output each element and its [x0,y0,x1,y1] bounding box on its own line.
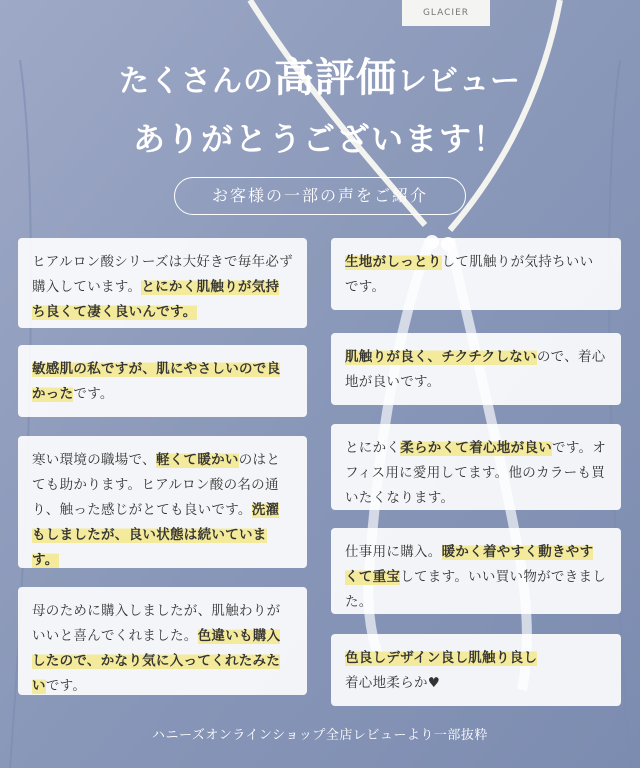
review-card-2 [331,238,621,310]
review-card-4 [331,333,621,405]
review-card-7 [331,528,621,614]
review-text: 仕事用に購入。 [345,544,442,560]
brand-tag: GLACIER [402,0,490,26]
review-card-1 [18,238,307,328]
review-highlight: 生地がしっとり [345,254,442,270]
review-highlight: 色違いも購入したので、かなり気に入ってくれたみたい [32,628,281,694]
review-highlight: 洗濯もしましたが、良い状態は続いています。 [32,502,280,568]
review-text: とにかく [345,440,401,456]
headline-line2: ありがとうございます！ [132,120,507,158]
source-note: ハニーズオンラインショップ全店レビューより一部抜粋 [152,728,488,743]
headline-part-a: たくさんの [119,64,274,99]
review-text: 着心地柔らか♥ [345,675,441,691]
review-card-6 [331,424,621,510]
review-text: してます。いい買い物ができました。 [345,569,607,610]
review-text: です。 [73,386,114,402]
review-text: して肌触りが気持ちいいです。 [345,254,594,295]
review-text: です。オフィス用に愛用してます。他のカラーも買いたくなります。 [345,440,607,506]
review-text: です。 [45,678,87,694]
review-text: ので、着心地が良いです。 [345,349,606,390]
headline-part-c: レビュー [397,64,521,99]
review-card-3 [18,345,307,417]
review-highlight: 肌触りが良く、チクチクしない [345,349,537,365]
review-text: ヒアルロン酸シリーズは大好きで毎年必ず購入しています。 [32,254,293,295]
headline-line1 [0,46,640,103]
review-card-9 [331,634,621,706]
review-text: のはとても助かります。ヒアルロン酸の名の通り、触った感じがとても良いです。 [32,452,281,518]
review-text: 母のために購入しましたが、肌触わりがいいと喜んでくれました。 [32,603,281,644]
review-highlight: 柔らかくて着心地が良い [400,440,553,456]
review-highlight: とにかく肌触りが気持ち良くて凄く良いんです。 [32,279,280,320]
review-highlight: 暖かく着やすく動きやすくて重宝 [345,544,594,585]
review-card-5 [18,436,307,568]
review-highlight: 軽くて暖かい [155,452,239,468]
review-text: 寒い環境の職場で、 [32,452,156,468]
headline-part-b: 高評価 [274,55,397,101]
review-highlight: 敏感肌の私ですが、肌にやさしいので良かった [32,361,281,402]
subtitle-pill: お客様の一部の声をご紹介 [174,177,466,215]
review-card-8 [18,587,307,695]
review-highlight: 色良しデザイン良し肌触り良し [345,650,538,666]
